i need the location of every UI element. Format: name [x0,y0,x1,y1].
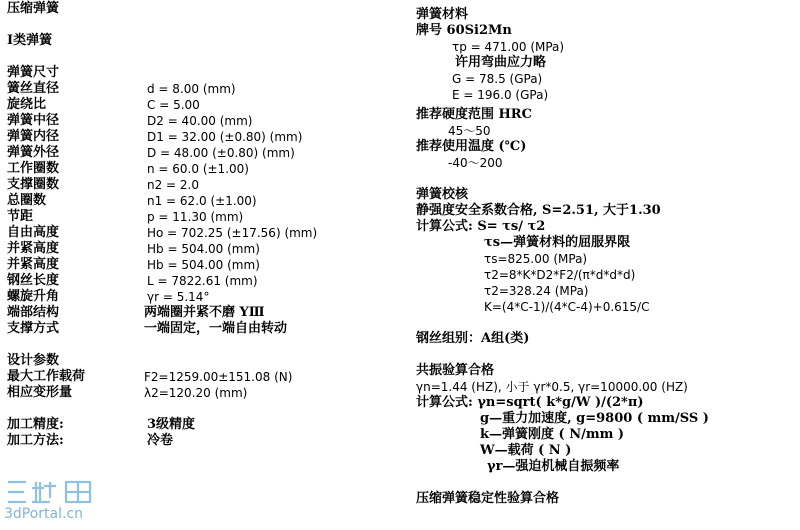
dim-label: 节距 [7,209,34,224]
dim-value: D2 = 40.00 (mm) [147,114,253,128]
material-e: E = 196.0 (GPa) [452,88,549,102]
processing-value: 3级精度 [147,417,196,432]
hrc-value: 45～50 [448,124,491,138]
temp-value: -40～200 [448,156,503,170]
dim-value: p = 11.30 (mm) [147,210,244,224]
dim-label: 自由高度 [7,225,60,240]
material-g: G = 78.5 (GPa) [452,72,543,86]
resonance-k-def: k—弹簧刚度 ( N/mm ) [480,427,625,442]
check-heading: 弹簧校核 [416,187,469,202]
dim-value: Ho = 702.25 (±17.56) (mm) [147,226,318,240]
processing-value: 冷卷 [147,433,174,448]
dim-value: D = 48.00 (±0.80) (mm) [147,146,295,160]
hrc-label: 推荐硬度范围 HRC [416,107,532,122]
check-tau-s-def: τs—弹簧材料的屈服界限 [484,235,631,250]
check-k: K=(4*C-1)/(4*C-4)+0.615/C [484,300,650,314]
dim-value: Hb = 504.00 (mm) [147,258,260,272]
dim-label: 钢丝长度 [7,273,60,288]
check-tau-s: τs=825.00 (MPa) [484,252,588,266]
processing-label: 加工方法: [7,433,64,448]
dim-value: 一端固定，一端自由转动 [144,321,288,336]
dim-label: 弹簧中径 [7,113,60,128]
design-value: λ2=120.20 (mm) [144,386,248,400]
dim-label: 簧丝直径 [7,81,60,96]
resonance-g-def: g—重力加速度, g=9800 ( mm/SS ) [480,411,709,426]
dim-label: 弹簧外径 [7,145,60,160]
check-formula: 计算公式: S= τs/ τ2 [416,219,546,234]
material-tau-p: τp = 471.00 (MPa) [452,40,565,54]
processing-label: 加工精度: [7,417,64,432]
material-grade: 牌号 60Si2Mn [416,23,512,38]
resonance-result: γn=1.44 (HZ), 小于 γr*0.5, γr=10000.00 (HZ) [416,380,688,394]
dim-label: 端部结构 [7,305,60,320]
resonance-vr-def: γr—强迫机械自振频率 [487,459,620,474]
dim-label: 工作圈数 [7,161,60,176]
resonance-heading: 共振验算合格 [416,363,495,378]
dim-label: 总圈数 [7,193,47,208]
check-static: 静强度安全系数合格, S=2.51, 大于1.30 [416,203,661,218]
dim-value: D1 = 32.00 (±0.80) (mm) [147,130,303,144]
design-value: F2=1259.00±151.08 (N) [144,370,293,384]
design-label: 最大工作载荷 [7,369,86,384]
dim-label: 螺旋升角 [7,289,60,304]
check-tau2: τ2=328.24 (MPa) [484,284,589,298]
check-tau2-formula: τ2=8*K*D2*F2/(π*d*d*d) [484,268,636,282]
dim-value: n2 = 2.0 [147,178,200,192]
design-heading: 设计参数 [7,353,60,368]
watermark-text: 3dPortal.cn [4,506,84,522]
watermark-logo [4,478,114,526]
dim-label: 并紧高度 [7,241,60,256]
dim-value: C = 5.00 [147,98,200,112]
logo-icon [4,478,104,506]
dim-value: n1 = 62.0 (±1.00) [147,194,257,208]
resonance-w-def: W—载荷 ( N ) [480,443,572,458]
dim-value: n = 60.0 (±1.00) [147,162,249,176]
dim-value: γr = 5.14° [147,290,210,304]
spring-class: Ⅰ类弹簧 [7,33,53,48]
dim-label: 支撑圈数 [7,177,60,192]
dim-value: Hb = 504.00 (mm) [147,242,260,256]
stability-result: 压缩弹簧稳定性验算合格 [416,491,560,506]
material-allow-note: 许用弯曲应力略 [455,55,547,70]
dim-value: L = 7822.61 (mm) [147,274,258,288]
design-label: 相应变形量 [7,385,73,400]
dimensions-heading: 弹簧尺寸 [7,65,60,80]
dim-label: 弹簧内径 [7,129,60,144]
dim-value: 两端圈并紧不磨 YⅢ [144,305,265,320]
dim-label: 旋绕比 [7,97,47,112]
dim-value: d = 8.00 (mm) [147,82,236,96]
page-title: 压缩弹簧 [7,1,60,16]
temp-label: 推荐使用温度 (℃) [416,139,527,154]
wire-group: 钢丝组别：A组(类) [416,331,530,346]
dim-label: 支撑方式 [7,321,60,336]
resonance-formula: 计算公式: γn=sqrt( k*g/W )/(2*π) [416,395,644,410]
material-heading: 弹簧材料 [416,7,469,22]
dim-label: 并紧高度 [7,257,60,272]
